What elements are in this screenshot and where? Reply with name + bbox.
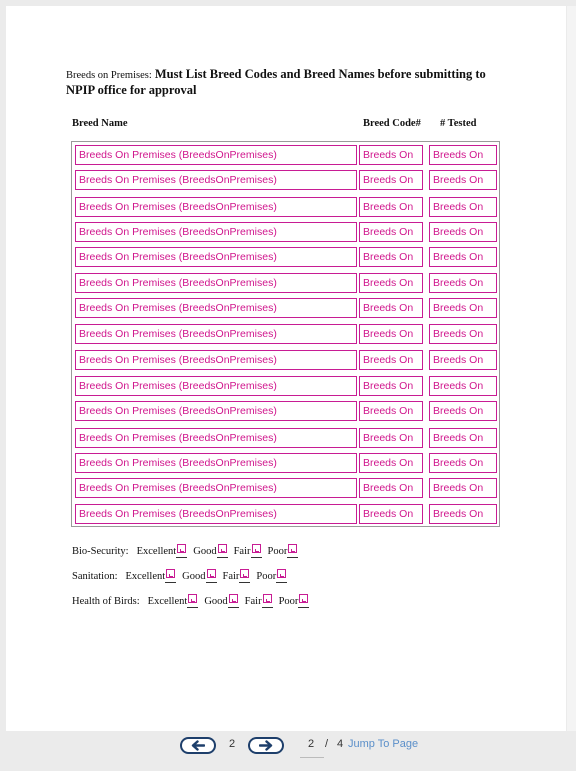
table-row bbox=[72, 298, 499, 324]
table-row bbox=[72, 478, 499, 504]
rating-option bbox=[148, 596, 199, 607]
table-row bbox=[72, 222, 499, 248]
checkbox-underline bbox=[287, 544, 298, 558]
breed-code-field[interactable]: Breeds On bbox=[359, 401, 423, 421]
column-header-tested: # Tested bbox=[440, 118, 477, 129]
breed-code-field[interactable]: Breeds On bbox=[359, 197, 423, 217]
current-page-number: 2 bbox=[229, 738, 236, 750]
breed-code-field[interactable]: Breeds On bbox=[359, 324, 423, 344]
rating-line bbox=[72, 569, 293, 583]
rating-option-label: Poor bbox=[278, 596, 299, 607]
checkbox-underline bbox=[176, 544, 187, 558]
tested-count-field[interactable]: Breeds On bbox=[429, 324, 497, 344]
table-row bbox=[72, 170, 499, 196]
table-row bbox=[72, 376, 499, 402]
breed-name-field[interactable]: Breeds On Premises (BreedsOnPremises) bbox=[75, 222, 357, 242]
breed-name-field[interactable]: Breeds On Premises (BreedsOnPremises) bbox=[75, 401, 357, 421]
table-row bbox=[72, 247, 499, 273]
rating-option bbox=[223, 571, 251, 582]
table-row bbox=[72, 453, 499, 479]
breed-name-field[interactable]: Breeds On Premises (BreedsOnPremises) bbox=[75, 324, 357, 344]
rating-option-label: Poor bbox=[267, 546, 288, 557]
breed-name-field[interactable]: Breeds On Premises (BreedsOnPremises) bbox=[75, 197, 357, 217]
rating-option-label: Poor bbox=[256, 571, 277, 582]
checkbox-underline bbox=[239, 569, 250, 583]
checkbox-icon[interactable] bbox=[177, 544, 186, 553]
rating-option-label: Excellent bbox=[147, 596, 188, 607]
rating-option bbox=[137, 546, 188, 557]
checkbox-icon[interactable] bbox=[299, 594, 308, 603]
tested-count-field[interactable]: Breeds On bbox=[429, 350, 497, 370]
checkbox-icon[interactable] bbox=[288, 544, 297, 553]
arrow-left-icon bbox=[191, 740, 205, 751]
checkbox-underline bbox=[276, 569, 287, 583]
previous-page-button[interactable] bbox=[180, 737, 216, 754]
breed-code-field[interactable]: Breeds On bbox=[359, 247, 423, 267]
breed-name-field[interactable]: Breeds On Premises (BreedsOnPremises) bbox=[75, 350, 357, 370]
checkbox-underline bbox=[187, 594, 198, 608]
total-pages: 4 bbox=[337, 738, 344, 750]
breed-name-field[interactable]: Breeds On Premises (BreedsOnPremises) bbox=[75, 145, 357, 165]
breed-name-field[interactable]: Breeds On Premises (BreedsOnPremises) bbox=[75, 298, 357, 318]
table-row bbox=[72, 145, 499, 171]
checkbox-underline bbox=[251, 544, 262, 558]
rating-option bbox=[256, 571, 287, 582]
checkbox-underline bbox=[217, 544, 228, 558]
heading-instruction: Must List Breed Codes and Breed Names before submitting to NPIP office for approval bbox=[66, 67, 486, 97]
rating-option-label: Excellent bbox=[125, 571, 166, 582]
rating-label: Health of Birds: bbox=[72, 596, 140, 607]
tested-count-field[interactable]: Breeds On bbox=[429, 222, 497, 242]
breed-name-field[interactable]: Breeds On Premises (BreedsOnPremises) bbox=[75, 170, 357, 190]
tested-count-field[interactable]: Breeds On bbox=[429, 453, 497, 473]
breed-name-field[interactable]: Breeds On Premises (BreedsOnPremises) bbox=[75, 247, 357, 267]
page-input-value: 2 bbox=[308, 738, 315, 750]
checkbox-underline bbox=[262, 594, 273, 608]
breed-code-field[interactable]: Breeds On bbox=[359, 478, 423, 498]
checkbox-icon[interactable] bbox=[207, 569, 216, 578]
column-header-breed-code: Breed Code# bbox=[363, 118, 421, 129]
checkbox-icon[interactable] bbox=[277, 569, 286, 578]
rating-option bbox=[193, 546, 227, 557]
rating-option-label: Fair bbox=[244, 596, 262, 607]
breeds-table bbox=[71, 141, 500, 527]
rating-option-label: Excellent bbox=[136, 546, 177, 557]
rating-label: Sanitation: bbox=[72, 571, 118, 582]
checkbox-underline bbox=[165, 569, 176, 583]
table-row bbox=[72, 504, 499, 530]
table-row bbox=[72, 350, 499, 376]
checkbox-underline bbox=[206, 569, 217, 583]
checkbox-icon[interactable] bbox=[188, 594, 197, 603]
rating-option bbox=[182, 571, 216, 582]
breed-name-field[interactable]: Breeds On Premises (BreedsOnPremises) bbox=[75, 478, 357, 498]
rating-option bbox=[279, 596, 310, 607]
breed-code-field[interactable]: Breeds On bbox=[359, 170, 423, 190]
rating-option-label: Fair bbox=[233, 546, 251, 557]
breed-name-field[interactable]: Breeds On Premises (BreedsOnPremises) bbox=[75, 504, 357, 524]
checkbox-icon[interactable] bbox=[240, 569, 249, 578]
tested-count-field[interactable]: Breeds On bbox=[429, 376, 497, 396]
rating-option-label: Good bbox=[204, 596, 228, 607]
checkbox-icon[interactable] bbox=[263, 594, 272, 603]
column-header-breed-name: Breed Name bbox=[72, 118, 128, 129]
checkbox-icon[interactable] bbox=[218, 544, 227, 553]
rating-label: Bio-Security: bbox=[72, 546, 129, 557]
tested-count-field[interactable]: Breeds On bbox=[429, 504, 497, 524]
checkbox-underline bbox=[228, 594, 239, 608]
breed-code-field[interactable]: Breeds On bbox=[359, 298, 423, 318]
breed-name-field[interactable]: Breeds On Premises (BreedsOnPremises) bbox=[75, 428, 357, 448]
rating-line bbox=[72, 594, 315, 608]
table-row bbox=[72, 324, 499, 350]
table-row bbox=[72, 273, 499, 299]
checkbox-icon[interactable] bbox=[229, 594, 238, 603]
tested-count-field[interactable]: Breeds On bbox=[429, 478, 497, 498]
breed-code-field[interactable]: Breeds On bbox=[359, 376, 423, 396]
breed-code-field[interactable]: Breeds On bbox=[359, 350, 423, 370]
breed-name-field[interactable]: Breeds On Premises (BreedsOnPremises) bbox=[75, 273, 357, 293]
tested-count-field[interactable]: Breeds On bbox=[429, 428, 497, 448]
scrollbar[interactable] bbox=[567, 6, 576, 731]
tested-count-field[interactable]: Breeds On bbox=[429, 247, 497, 267]
checkbox-icon[interactable] bbox=[252, 544, 261, 553]
page-navigation-bar bbox=[0, 731, 576, 771]
tested-count-field[interactable]: Breeds On bbox=[429, 170, 497, 190]
breed-code-field[interactable]: Breeds On bbox=[359, 222, 423, 242]
table-row bbox=[72, 401, 499, 427]
section-heading bbox=[66, 67, 506, 98]
breed-code-field[interactable]: Breeds On bbox=[359, 145, 423, 165]
breed-code-field[interactable]: Breeds On bbox=[359, 453, 423, 473]
page-separator: / bbox=[325, 738, 329, 750]
checkbox-underline bbox=[298, 594, 309, 608]
tested-count-field[interactable]: Breeds On bbox=[429, 273, 497, 293]
tested-count-field[interactable]: Breeds On bbox=[429, 197, 497, 217]
heading-prefix: Breeds on Premises: bbox=[66, 70, 152, 81]
tested-count-field[interactable]: Breeds On bbox=[429, 145, 497, 165]
tested-count-field[interactable]: Breeds On bbox=[429, 298, 497, 318]
rating-option-label: Good bbox=[193, 546, 217, 557]
rating-option-label: Fair bbox=[222, 571, 240, 582]
jump-to-page-link[interactable]: Jump To Page bbox=[348, 738, 419, 750]
breed-code-field[interactable]: Breeds On bbox=[359, 273, 423, 293]
tested-count-field[interactable]: Breeds On bbox=[429, 401, 497, 421]
rating-option-label: Good bbox=[182, 571, 206, 582]
rating-line bbox=[72, 544, 304, 558]
breed-code-field[interactable]: Breeds On bbox=[359, 428, 423, 448]
breed-code-field[interactable]: Breeds On bbox=[359, 504, 423, 524]
rating-option bbox=[234, 546, 262, 557]
next-page-button[interactable] bbox=[248, 737, 284, 754]
rating-option bbox=[126, 571, 177, 582]
table-row bbox=[72, 197, 499, 223]
rating-option bbox=[268, 546, 299, 557]
table-row bbox=[72, 428, 499, 454]
rating-option bbox=[245, 596, 273, 607]
breed-name-field[interactable]: Breeds On Premises (BreedsOnPremises) bbox=[75, 453, 357, 473]
arrow-right-icon bbox=[259, 740, 273, 751]
checkbox-icon[interactable] bbox=[166, 569, 175, 578]
rating-option bbox=[204, 596, 238, 607]
breed-name-field[interactable]: Breeds On Premises (BreedsOnPremises) bbox=[75, 376, 357, 396]
